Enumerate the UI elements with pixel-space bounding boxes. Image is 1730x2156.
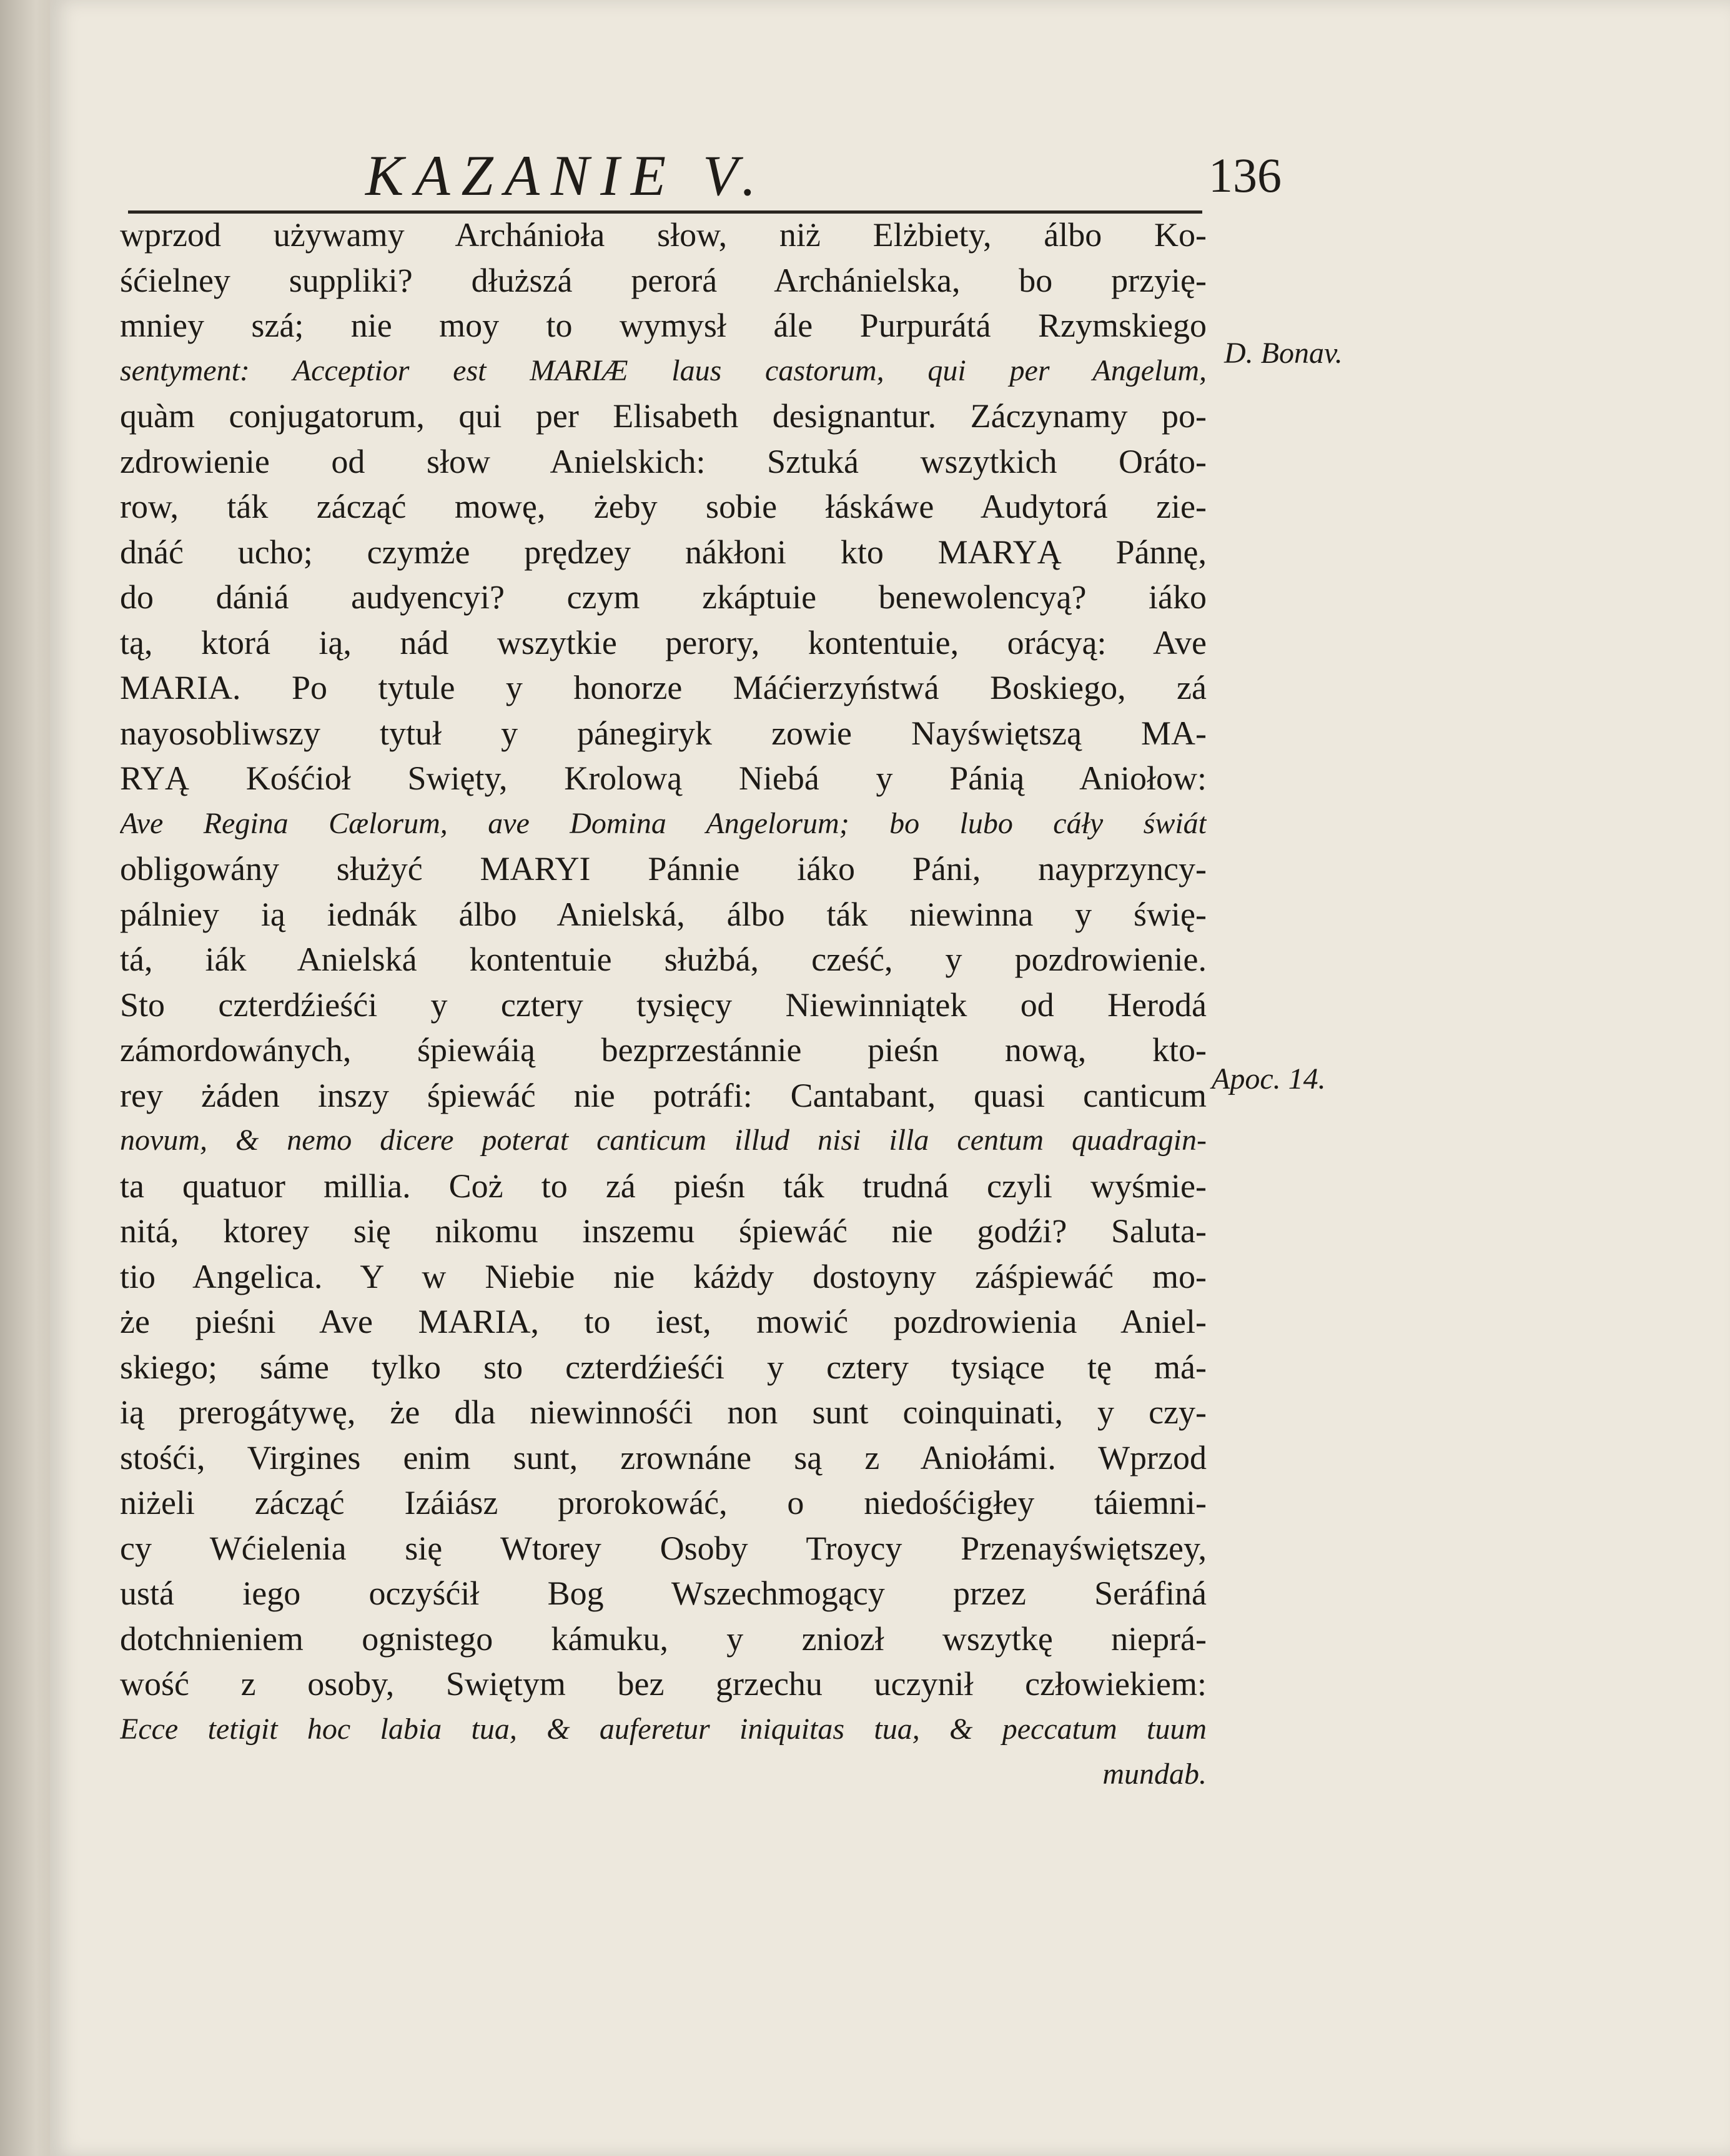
text-line: Ave Regina Cælorum, ave Domina Angelorum; bo lubo cáły świát [120, 806, 1207, 840]
text-line: niżeli zácząć Izáiász prorokowáć, o niedośćigłey táiemni- [120, 1484, 1207, 1521]
text-line: wość z osoby, Swiętym bez grzechu uczynił człowiekiem: [120, 1665, 1207, 1703]
text-line: zdrowienie od słow Anielskich: Sztuká wszytkich Oráto- [120, 442, 1207, 480]
text-line: ustá iego oczyśćił Bog Wszechmogący przez Seráfiná [120, 1575, 1207, 1612]
text-line: tą, ktorá ią, nád wszytkie perory, kontentuie, orácyą: Ave [120, 623, 1207, 661]
text-line: do dániá audyencyi? czym zkáptuie benewolencyą? iáko [120, 578, 1207, 616]
text-line: tio Angelica. Y w Niebie nie káżdy dostoyny záśpiewáć mo- [120, 1257, 1207, 1295]
book-page [50, 0, 1730, 2156]
page-number: 136 [1209, 148, 1282, 202]
text-line: nitá, ktorey się nikomu inszemu śpiewáć nie godźi? Saluta- [120, 1212, 1207, 1250]
text-line: dotchnieniem ognistego kámuku, y zniozł wszytkę nieprá- [120, 1619, 1207, 1658]
text-line: Sto czterdźieśći y cztery tysięcy Niewinniątek od Herodá [120, 986, 1207, 1024]
text-line: wprzod używamy Archánioła słow, niż Elżbiety, álbo Ko- [120, 216, 1207, 254]
running-title: KAZANIE V. [365, 144, 768, 207]
text-line: zámordowánych, śpiewáią bezprzestánnie pieśn nową, kto- [120, 1031, 1207, 1069]
text-line: pálniey ią iednák álbo Anielská, álbo ták niewinna y świę- [120, 895, 1207, 933]
text-line: nayosobliwszy tytuł y pánegiryk zowie Nayświętszą MA- [120, 714, 1207, 752]
text-line: novum, & nemo dicere poterat canticum illud nisi illa centum quadragin- [120, 1124, 1207, 1157]
text-line: mniey szá; nie moy to wymysł ále Purpurátá Rzymskiego [120, 307, 1207, 344]
margin-note: D. Bonav. [1224, 337, 1343, 370]
text-line: ią prerogátywę, że dla niewinnośći non sunt coinquinati, y czy- [120, 1393, 1207, 1431]
text-line: sentyment: Acceptior est MARIÆ laus castorum, qui per Angelum, [120, 354, 1207, 387]
text-line: row, ták zácząć mowę, żeby sobie łáskáwe Audytorá zie- [120, 488, 1207, 525]
text-line: MARIA. Po tytule y honorze Máćierzyństwá Boskiego, zá [120, 669, 1207, 706]
catchword: mundab. [1102, 1758, 1207, 1791]
text-line: RYĄ Kośćioł Swięty, Krolową Niebá y Pánią Aniołow: [120, 759, 1207, 797]
text-line: dnáć ucho; czymże prędzey nákłoni kto MARYĄ Pánnę, [120, 533, 1207, 571]
text-line: quàm conjugatorum, qui per Elisabeth designantur. Záczynamy po- [120, 397, 1207, 435]
text-line: cy Wćielenia się Wtorey Osoby Troycy Przenayświętszey, [120, 1529, 1207, 1567]
text-line: skiego; sáme tylko sto czterdźieśći y cztery tysiące tę má- [120, 1348, 1207, 1386]
margin-note: Apoc. 14. [1212, 1062, 1326, 1095]
text-line: obligowány służyć MARYI Pánnie iáko Páni, nayprzyncy- [120, 850, 1207, 888]
text-line: że pieśni Ave MARIA, to iest, mowić pozdrowienia Aniel- [120, 1303, 1207, 1340]
body-text [120, 212, 1207, 1797]
text-line: stośći, Virgines enim sunt, zrownáne są z Aniołámi. Wprzod [120, 1438, 1207, 1476]
text-line: ta quatuor millia. Coż to zá pieśn ták trudná czyli wyśmie- [120, 1167, 1207, 1205]
text-line: śćielney suppliki? dłuższá perorá Archánielska, bo przyię- [120, 261, 1207, 299]
text-line: tá, iák Anielská kontentuie służbá, cześć, y pozdrowienie. [120, 941, 1207, 978]
running-header [50, 142, 1730, 205]
text-line: rey żáden inszy śpiewáć nie potráfi: Cantabant, quasi canticum [120, 1076, 1207, 1114]
text-line: Ecce tetigit hoc labia tua, & auferetur iniquitas tua, & peccatum tuum [120, 1712, 1207, 1746]
